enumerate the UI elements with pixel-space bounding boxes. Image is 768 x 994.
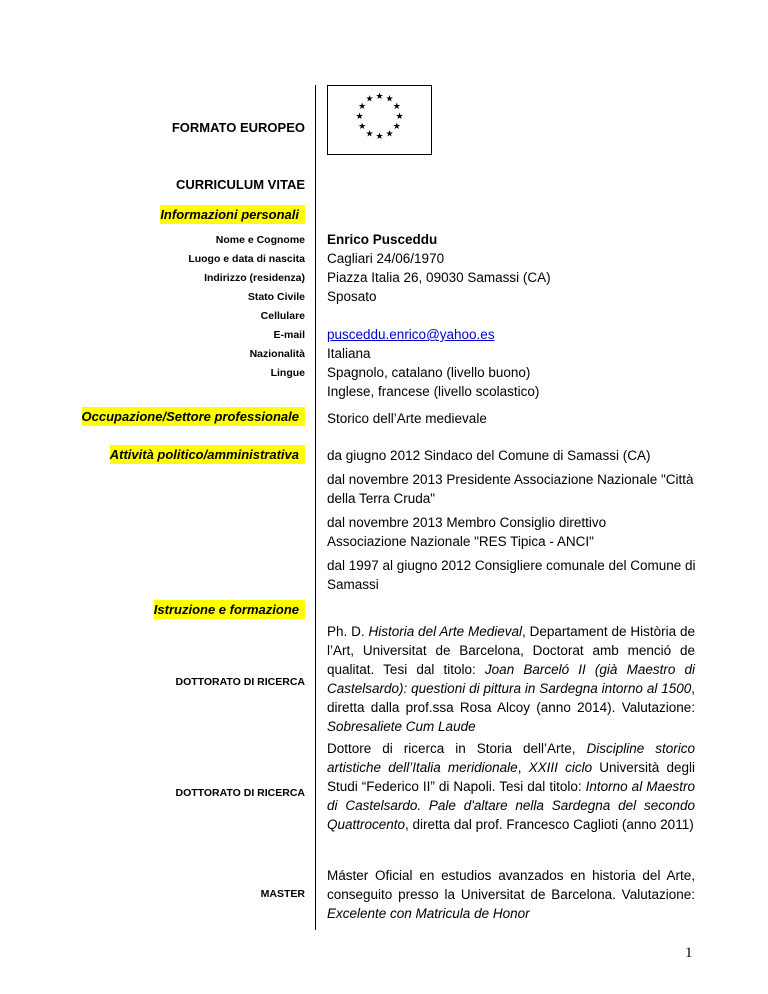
attivita-item-1: da giugno 2012 Sindaco del Comune di Samassi (CA) xyxy=(327,448,651,463)
value-nazionalita: Italiana xyxy=(327,346,371,361)
value-nascita: Cagliari 24/06/1970 xyxy=(327,251,445,266)
value-nome: Enrico Pusceddu xyxy=(327,232,438,247)
label-master: MASTER xyxy=(260,888,305,900)
attivita-item-3: dal novembre 2013 Membro Consiglio direttivo Associazione Nazionale "RES Tipica - ANCI" xyxy=(327,515,607,549)
edu-entry-2: Dottore di ricerca in Storia dell’Arte, Discipline storico artistiche dell’Italia meridionale, XXIII ciclo Università degli Studi “Federico II” di Napoli. Tesi dal titolo: Intorno al Maestro di Castelsardo. Pale d'altare nella Sardegna del secondo Quattrocento, diretta dal prof. Francesco Caglioti (anno 2011) xyxy=(327,741,695,832)
edu-entry-3: Máster Oficial en estudios avanzados en historia del Arte, conseguito presso la Universitat de Barcelona. Valutazione: Excelente con Matricula de Honor xyxy=(327,868,695,921)
eu-star-icon: ★ xyxy=(358,101,367,111)
edu-entry-1: Ph. D. Historia del Arte Medieval, Departament de Història de l’Art, Universitat de Barcelona, Doctorat amb menció de qualitat. Tesi dal titolo: Joan Barceló II (già Maestro di Castelsardo): questioni di pittura in Sardegna intorno al 1500, diretta dalla prof.ssa Rosa Alcoy (anno 2014). Valutazione: Sobresaliete Cum Laude xyxy=(327,624,696,734)
eu-star-icon: ★ xyxy=(365,128,374,139)
value-stato-civile: Sposato xyxy=(327,289,377,304)
section-occupazione: Occupazione/Settore professionale xyxy=(82,407,305,426)
label-indirizzo: Indirizzo (residenza) xyxy=(204,272,305,284)
value-occupazione: Storico dell’Arte medievale xyxy=(327,411,487,426)
curriculum-vitae-title: CURRICULUM VITAE xyxy=(175,177,305,192)
eu-star-icon: ★ xyxy=(392,101,401,111)
label-cellulare: Cellulare xyxy=(260,310,305,322)
eu-star-icon: ★ xyxy=(395,111,404,121)
section-attivita: Attività politico/amministrativa xyxy=(110,445,305,464)
attivita-item-2: dal novembre 2013 Presidente Associazione Nazionale "Città della Terra Cruda" xyxy=(327,472,694,506)
eu-star-icon: ★ xyxy=(385,93,394,104)
eu-star-icon: ★ xyxy=(375,131,384,141)
eu-star-icon: ★ xyxy=(375,91,384,101)
formato-europeo-title: FORMATO EUROPEO xyxy=(171,120,305,135)
eu-star-icon: ★ xyxy=(385,128,394,139)
label-nome: Nome e Cognome xyxy=(215,234,305,246)
value-lingue-2: Inglese, francese (livello scolastico) xyxy=(327,384,540,399)
label-dottorato-2: DOTTORATO DI RICERCA xyxy=(175,787,305,799)
eu-flag-logo xyxy=(327,85,432,155)
eu-star-icon: ★ xyxy=(392,121,401,131)
label-nazionalita: Nazionalità xyxy=(249,348,305,360)
page-number: 1 xyxy=(685,945,693,961)
value-indirizzo: Piazza Italia 26, 09030 Samassi (CA) xyxy=(327,270,551,285)
value-email-link[interactable]: pusceddu.enrico@yahoo.es xyxy=(327,327,495,342)
column-divider xyxy=(315,85,316,930)
eu-stars-icon xyxy=(328,86,431,154)
eu-star-icon: ★ xyxy=(355,111,364,121)
label-email: E-mail xyxy=(273,329,305,341)
section-informazioni-personali: Informazioni personali xyxy=(160,205,305,224)
section-istruzione: Istruzione e formazione xyxy=(154,600,305,619)
label-dottorato-1: DOTTORATO DI RICERCA xyxy=(175,676,305,688)
label-luogo: Luogo e data di nascita xyxy=(188,253,305,265)
label-stato-civile: Stato Civile xyxy=(247,291,305,303)
eu-star-icon: ★ xyxy=(358,121,367,131)
eu-star-icon: ★ xyxy=(365,93,374,104)
value-lingue-1: Spagnolo, catalano (livello buono) xyxy=(327,365,531,380)
label-lingue: Lingue xyxy=(270,367,305,379)
attivita-item-4: dal 1997 al giugno 2012 Consigliere comunale del Comune di Samassi xyxy=(327,558,696,592)
